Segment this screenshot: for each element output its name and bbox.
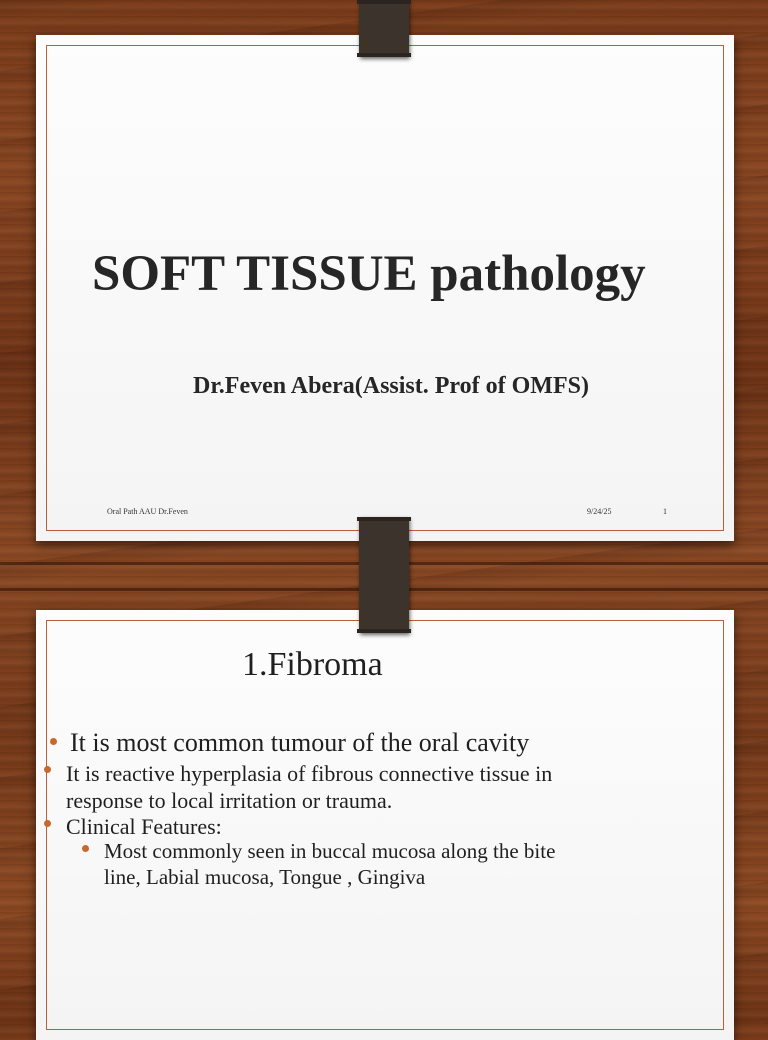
sub-bullet-line: Most commonly seen in buccal mucosa along the bite	[104, 839, 556, 863]
slide-title: SOFT TISSUE pathology	[92, 246, 646, 302]
binder-clip-icon	[359, 0, 409, 57]
slide-number: 1	[663, 507, 667, 516]
slide-2	[36, 610, 734, 1040]
footer-text: Oral Path AAU Dr.Feven	[107, 507, 188, 516]
footer-date: 9/24/25	[587, 507, 612, 516]
sub-bullet-item	[104, 838, 555, 890]
sub-bullet-line: line, Labial mucosa, Tongue , Gingiva	[104, 865, 426, 889]
binder-clip-icon	[359, 517, 409, 633]
slide-1	[36, 35, 734, 541]
bullet-dot-icon	[44, 820, 51, 827]
bullet-dot-icon	[50, 738, 57, 745]
bullet-line: response to local irritation or trauma.	[66, 788, 393, 813]
bullet-item: It is most common tumour of the oral cavity	[70, 728, 530, 757]
bullet-item: Clinical Features:	[66, 814, 222, 839]
slide-title: 1.Fibroma	[242, 646, 383, 683]
sub-bullet-dot-icon	[82, 845, 89, 852]
bullet-dot-icon	[44, 766, 51, 773]
bullet-item	[66, 760, 552, 814]
slide-subtitle: Dr.Feven Abera(Assist. Prof of OMFS)	[193, 373, 589, 399]
bullet-line: It is reactive hyperplasia of fibrous connective tissue in	[66, 761, 553, 786]
